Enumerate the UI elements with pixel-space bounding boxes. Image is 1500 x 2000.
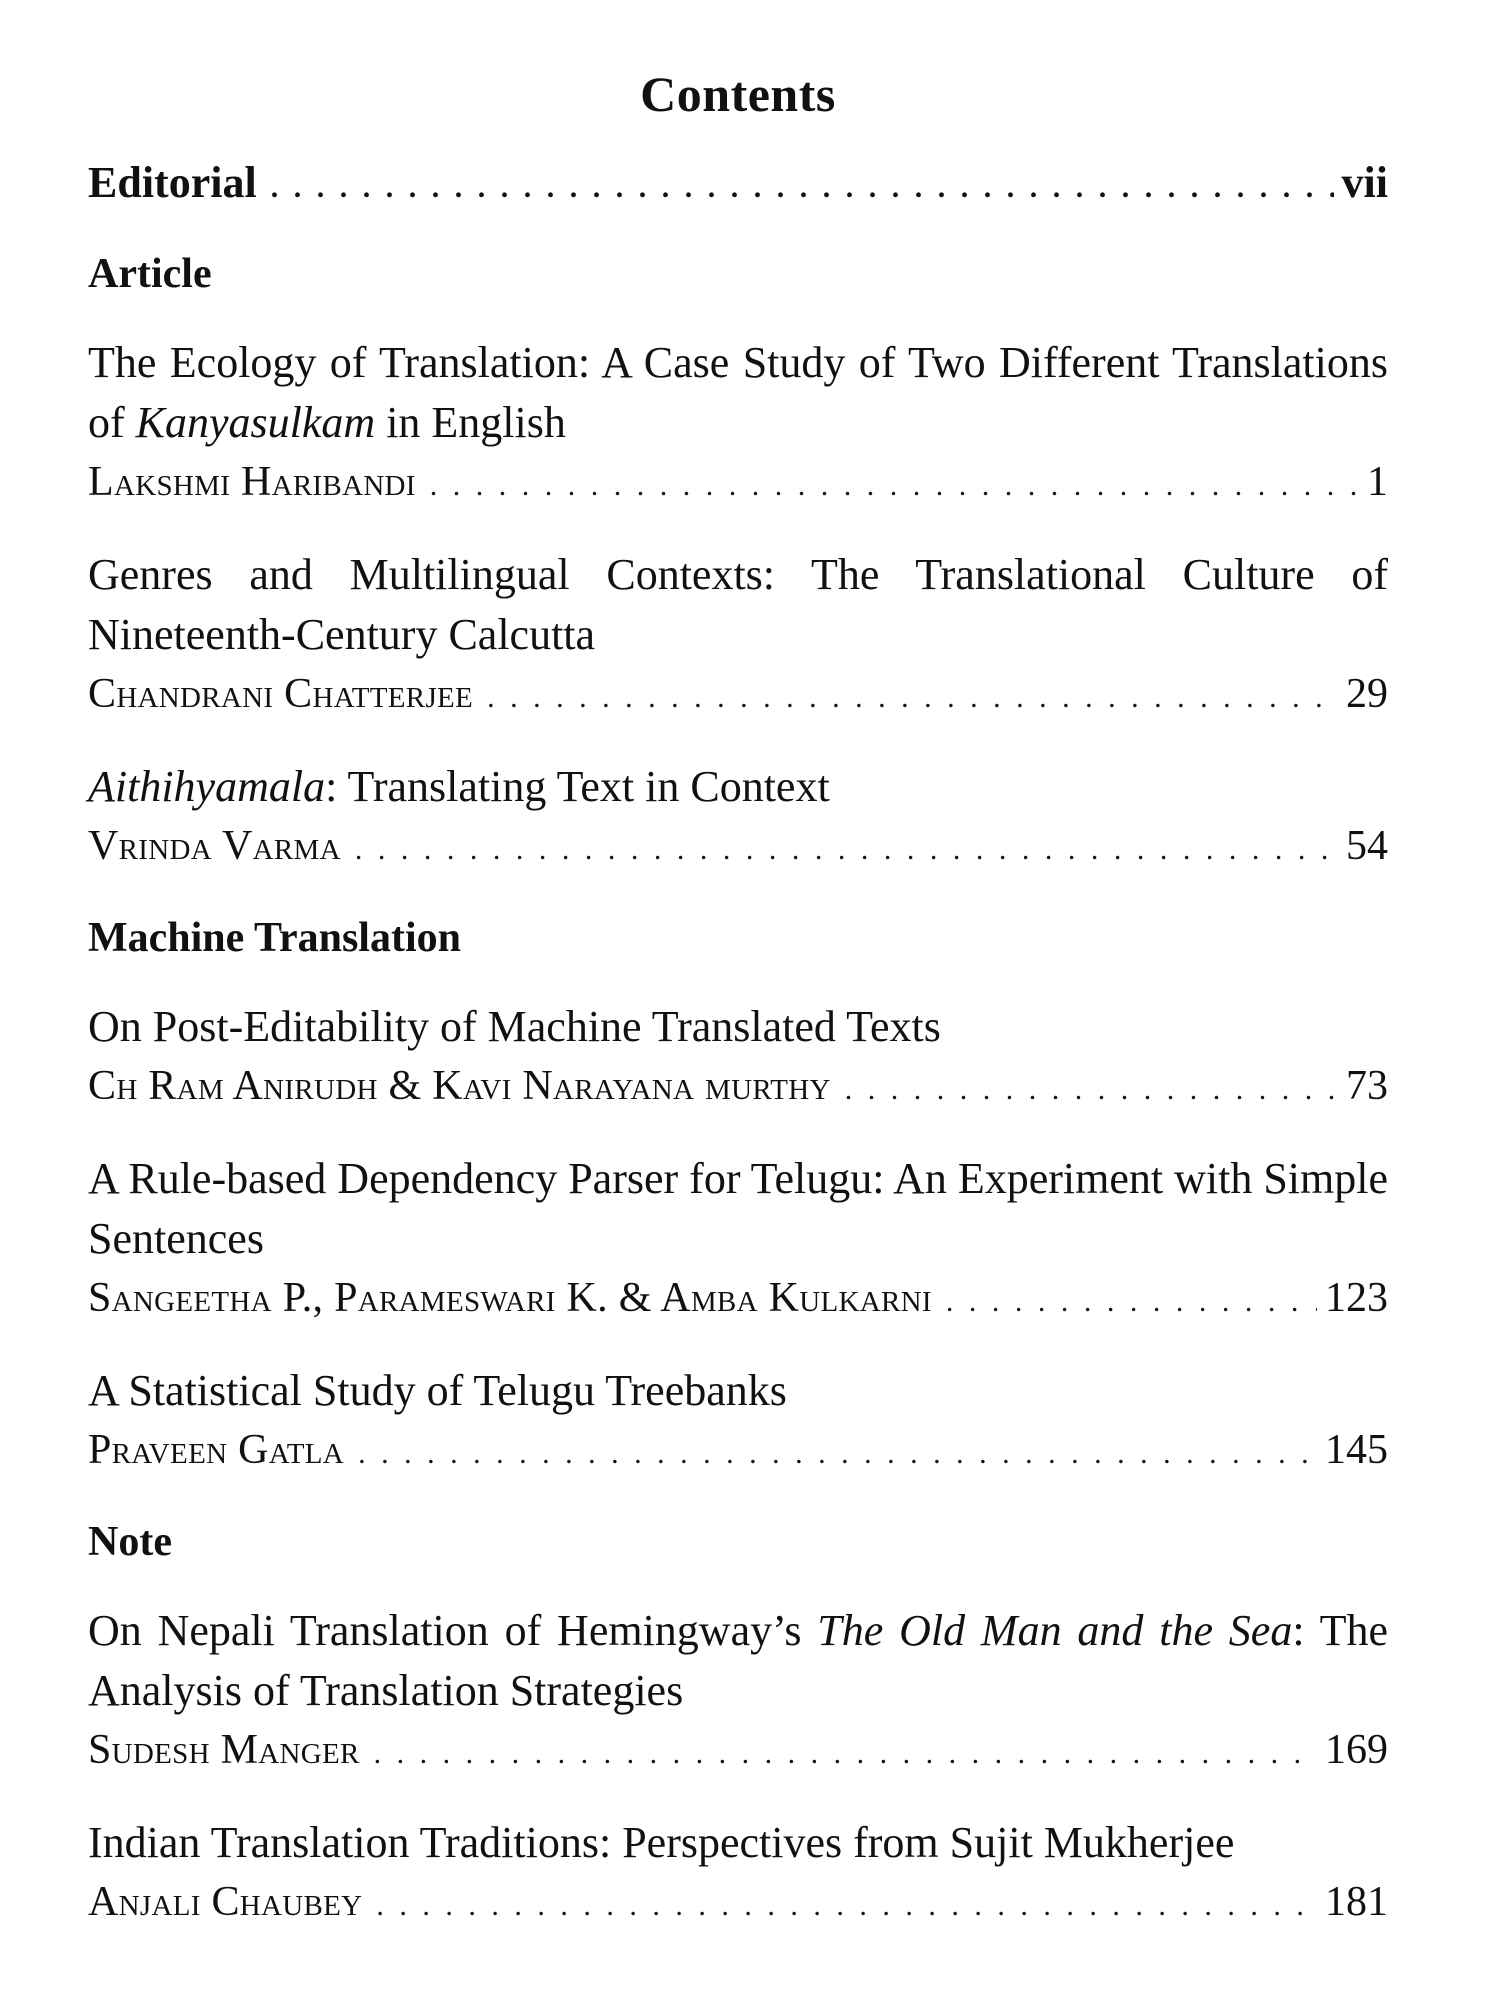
toc-entry[interactable] [88,997,1388,1119]
section-heading: Note [88,1519,172,1565]
entry-author-line [88,665,1388,727]
editorial-page-number: vii [1341,158,1388,207]
entry-author-line [88,453,1388,515]
entry-author-line [88,1873,1388,1935]
entry-author: Ch Ram Anirudh & Kavi Narayana murthy [88,1063,831,1109]
entry-author: Anjali Chaubey [88,1879,363,1925]
editorial-entry[interactable] [88,154,1388,217]
entry-author: Lakshmi Haribandi [88,459,416,505]
section-machine-translation [88,909,1388,1483]
section-heading: Machine Translation [88,915,461,961]
dot-leader [376,1877,1317,1935]
entry-title: A Statistical Study of Telugu Treebanks [88,1366,787,1415]
entry-title: Aithihyamala: Translating Text in Context [88,762,830,811]
dot-leader [355,821,1338,879]
entry-author-line [88,1057,1388,1119]
entry-page-number: 1 [1367,459,1388,505]
entry-page-number: 181 [1325,1879,1388,1925]
entry-title: On Nepali Translation of Hemingway’s The Old Man and the Sea: The Analysis of Translation Strategies [88,1606,1389,1715]
dot-leader [430,457,1359,515]
entry-title: The Ecology of Translation: A Case Study of Two Different Translations of Kanyasulkam in English [88,338,1388,447]
entry-author-line [88,817,1388,879]
entry-page-number: 73 [1346,1063,1388,1109]
editorial-label: Editorial [88,158,257,207]
dot-leader [487,669,1338,727]
contents-page [88,58,1388,1965]
section-note [88,1513,1388,1935]
entry-author: Sudesh Manger [88,1727,360,1773]
entry-page-number: 54 [1346,823,1388,869]
dot-leader [845,1061,1338,1119]
toc-entry[interactable] [88,1361,1388,1483]
section-heading: Article [88,251,212,297]
entry-page-number: 145 [1325,1427,1388,1473]
entry-page-number: 169 [1325,1727,1388,1773]
entry-author: Chandrani Chatterjee [88,671,474,717]
page-title: Contents [640,66,836,122]
entry-title: Genres and Multilingual Contexts: The Translational Culture of Nineteenth-Century Calcutta [88,550,1388,659]
dot-leader [374,1725,1317,1783]
entry-author-line [88,1421,1388,1483]
section-article [88,245,1388,879]
entry-author-line [88,1721,1388,1783]
entry-author-line [88,1269,1388,1331]
dot-leader [271,159,1334,217]
toc-entry[interactable] [88,1813,1388,1935]
entry-author: Praveen Gatla [88,1427,345,1473]
dot-leader [946,1273,1317,1331]
entry-page-number: 123 [1325,1275,1388,1321]
entry-title: On Post-Editability of Machine Translated Texts [88,1002,941,1051]
entry-title: A Rule-based Dependency Parser for Telugu: An Experiment with Simple Sentences [88,1154,1388,1263]
entry-page-number: 29 [1346,671,1388,717]
toc-entry[interactable] [88,545,1388,727]
dot-leader [358,1425,1317,1483]
toc-entry[interactable] [88,757,1388,879]
toc-entry[interactable] [88,1601,1388,1783]
toc-entry[interactable] [88,1149,1388,1331]
entry-author: Vrinda Varma [88,823,341,869]
entry-title: Indian Translation Traditions: Perspectives from Sujit Mukherjee [88,1818,1235,1867]
entry-author: Sangeetha P., Parameswari K. & Amba Kulkarni [88,1275,932,1321]
toc-entry[interactable] [88,333,1388,515]
